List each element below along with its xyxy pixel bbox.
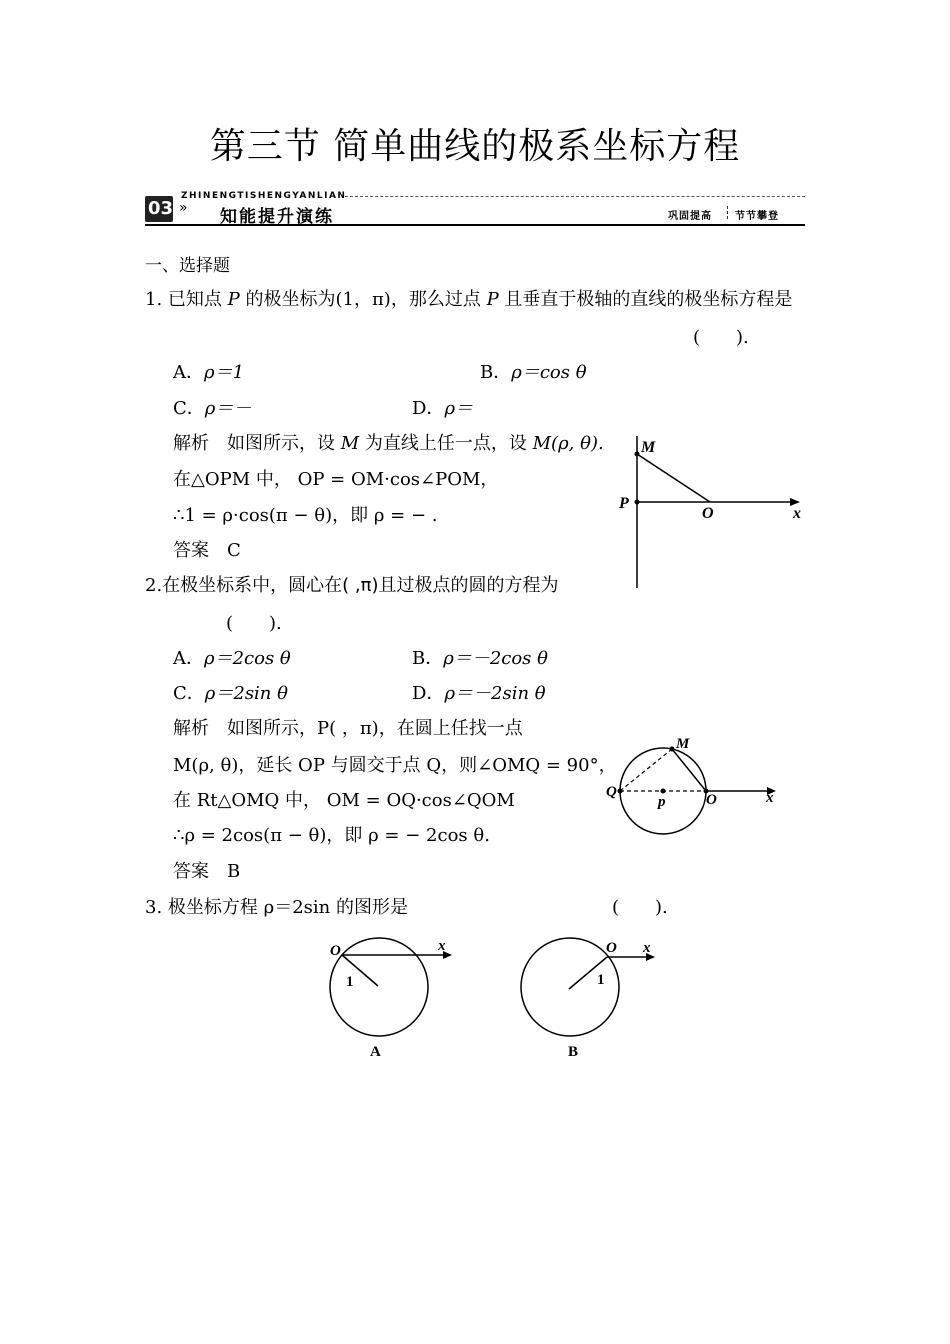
q2-stem-text: 在极坐标系中，圆心在( ,π)且过极点的圆的方程为 <box>162 575 559 596</box>
q2-option-b-text: ρ＝－2cos θ <box>443 648 548 669</box>
q2-solution-line1 <box>173 718 523 740</box>
q1-option-c-label: C． <box>173 398 205 419</box>
q2-fig-p: p <box>658 794 666 810</box>
q1-answer <box>173 540 241 562</box>
q1-option-c <box>173 398 251 420</box>
q2-option-b <box>412 648 548 670</box>
banner-pinyin: ZHINENGTISHENGYANLIAN <box>181 191 347 201</box>
q1-solution-line2: 在△OPM 中， OP = OM·cos∠POM， <box>173 469 499 490</box>
q1-option-a-text: ρ＝1 <box>204 362 245 383</box>
q3-figure-a <box>320 930 460 1065</box>
q3-fig-b-label: B <box>568 1044 579 1060</box>
q1-solution-1m: M <box>340 433 360 454</box>
q1-option-d-label: D． <box>412 398 445 419</box>
q1-fig-M: M <box>641 439 656 456</box>
q2-option-d-label: D． <box>412 683 445 704</box>
q3-fig-b-radius: 1 <box>597 972 605 988</box>
banner-heading: 知能提升演练 <box>220 207 334 227</box>
q2-option-c-text: ρ＝2sin θ <box>204 683 288 704</box>
q1-fig-x: x <box>793 505 801 522</box>
q2-stem <box>145 575 559 597</box>
q2-option-a-text: ρ＝2cos θ <box>204 648 291 669</box>
q1-stem-a: 已知点 <box>167 289 228 310</box>
q1-answer-bracket: ( ). <box>693 327 749 348</box>
q1-option-a <box>173 362 244 384</box>
q1-stem-b: 的极坐标为(1，π)，那么过点 <box>239 289 487 310</box>
q3-fig-a-label: A <box>370 1044 381 1060</box>
q2-figure <box>600 730 790 840</box>
banner-bottom-rule <box>145 224 805 226</box>
q2-option-c <box>173 683 288 705</box>
q1-answer-label: 答案 <box>173 540 209 561</box>
q1-stem-c: 且垂直于极轴的直线的极坐标方程是 <box>498 289 793 310</box>
q2-solution-line4: ∴ρ = 2cos(π − θ)，即 ρ = − 2cos θ. <box>173 825 490 846</box>
q2-answer-bracket: ( ). <box>226 613 282 634</box>
banner-right-right: 节节攀登 <box>735 211 779 222</box>
q2-answer-label: 答案 <box>173 861 209 882</box>
q1-option-d-text: ρ＝ <box>444 398 474 419</box>
q3-fig-a-radius: 1 <box>346 974 354 990</box>
q2-option-c-label: C． <box>173 683 205 704</box>
q3-fig-a-O: O <box>330 943 341 959</box>
q3-stem <box>145 897 408 919</box>
q1-solution-1c: M(ρ, θ). <box>532 433 604 454</box>
q1-solution-label: 解析 <box>173 433 209 454</box>
q1-fig-P: P <box>619 495 629 512</box>
q1-p1: P <box>227 289 240 310</box>
page-title: 第三节 简单曲线的极系坐标方程 <box>209 126 741 167</box>
q2-solution-label: 解析 <box>173 718 209 739</box>
q1-option-b-text: ρ＝cos θ <box>511 362 587 383</box>
q1-option-a-label: A． <box>173 362 204 383</box>
q3-stem-text: 极坐标方程 ρ＝2sin 的图形是 <box>167 897 408 918</box>
banner-right-left: 巩固提高 <box>668 211 712 222</box>
q3-number: 3. <box>145 897 163 918</box>
q2-fig-x: x <box>766 790 774 806</box>
q3-answer-bracket: ( ). <box>612 897 668 918</box>
banner-chevron: » <box>179 200 188 216</box>
q2-fig-O: O <box>706 792 717 808</box>
q1-option-b <box>480 362 587 384</box>
q2-option-b-label: B． <box>412 648 444 669</box>
q2-option-a <box>173 648 291 670</box>
q1-option-d <box>412 398 473 420</box>
q1-solution-line3: ∴1 = ρ·cos(π − θ)，即 ρ = − . <box>173 505 438 526</box>
q2-answer-value: B <box>227 861 241 882</box>
q2-option-a-label: A． <box>173 648 204 669</box>
q1-solution-1a: 如图所示，设 <box>227 433 341 454</box>
q1-stem <box>145 289 792 311</box>
q3-fig-b-x: x <box>643 940 651 956</box>
q2-fig-Q: Q <box>606 784 617 800</box>
q2-option-d-text: ρ＝－2sin θ <box>444 683 546 704</box>
section-heading: 一、选择题 <box>145 256 230 276</box>
q3-fig-b-O: O <box>606 940 617 956</box>
q1-p2: P <box>486 289 499 310</box>
banner-dashed-line <box>345 196 805 197</box>
q2-solution-line3: 在 Rt△OMQ 中， OM = OQ·cos∠QOM <box>173 790 515 811</box>
q2-number: 2. <box>145 575 163 596</box>
q1-solution-1b: 为直线上任一点，设 <box>359 433 533 454</box>
banner-number: 03 <box>148 198 174 219</box>
q1-figure <box>610 432 810 592</box>
q1-fig-O: O <box>702 505 714 522</box>
q2-solution-line2: M(ρ, θ)，延长 OP 与圆交于点 Q，则∠OMQ = 90°， <box>173 755 617 776</box>
q2-answer <box>173 861 240 883</box>
q2-fig-M: M <box>676 736 690 752</box>
banner-separator <box>727 206 728 219</box>
q1-solution-line1 <box>173 433 604 455</box>
q1-answer-value: C <box>227 540 241 561</box>
q2-solution-1: 如图所示，P( ，π)，在圆上任找一点 <box>227 718 523 739</box>
q3-figure-b <box>510 930 660 1065</box>
q1-option-c-text: ρ＝－ <box>204 398 252 419</box>
q2-option-d <box>412 683 546 705</box>
section-banner <box>145 192 805 228</box>
q3-fig-a-x: x <box>438 938 446 954</box>
q1-number: 1. <box>145 289 163 310</box>
q1-option-b-label: B． <box>480 362 512 383</box>
